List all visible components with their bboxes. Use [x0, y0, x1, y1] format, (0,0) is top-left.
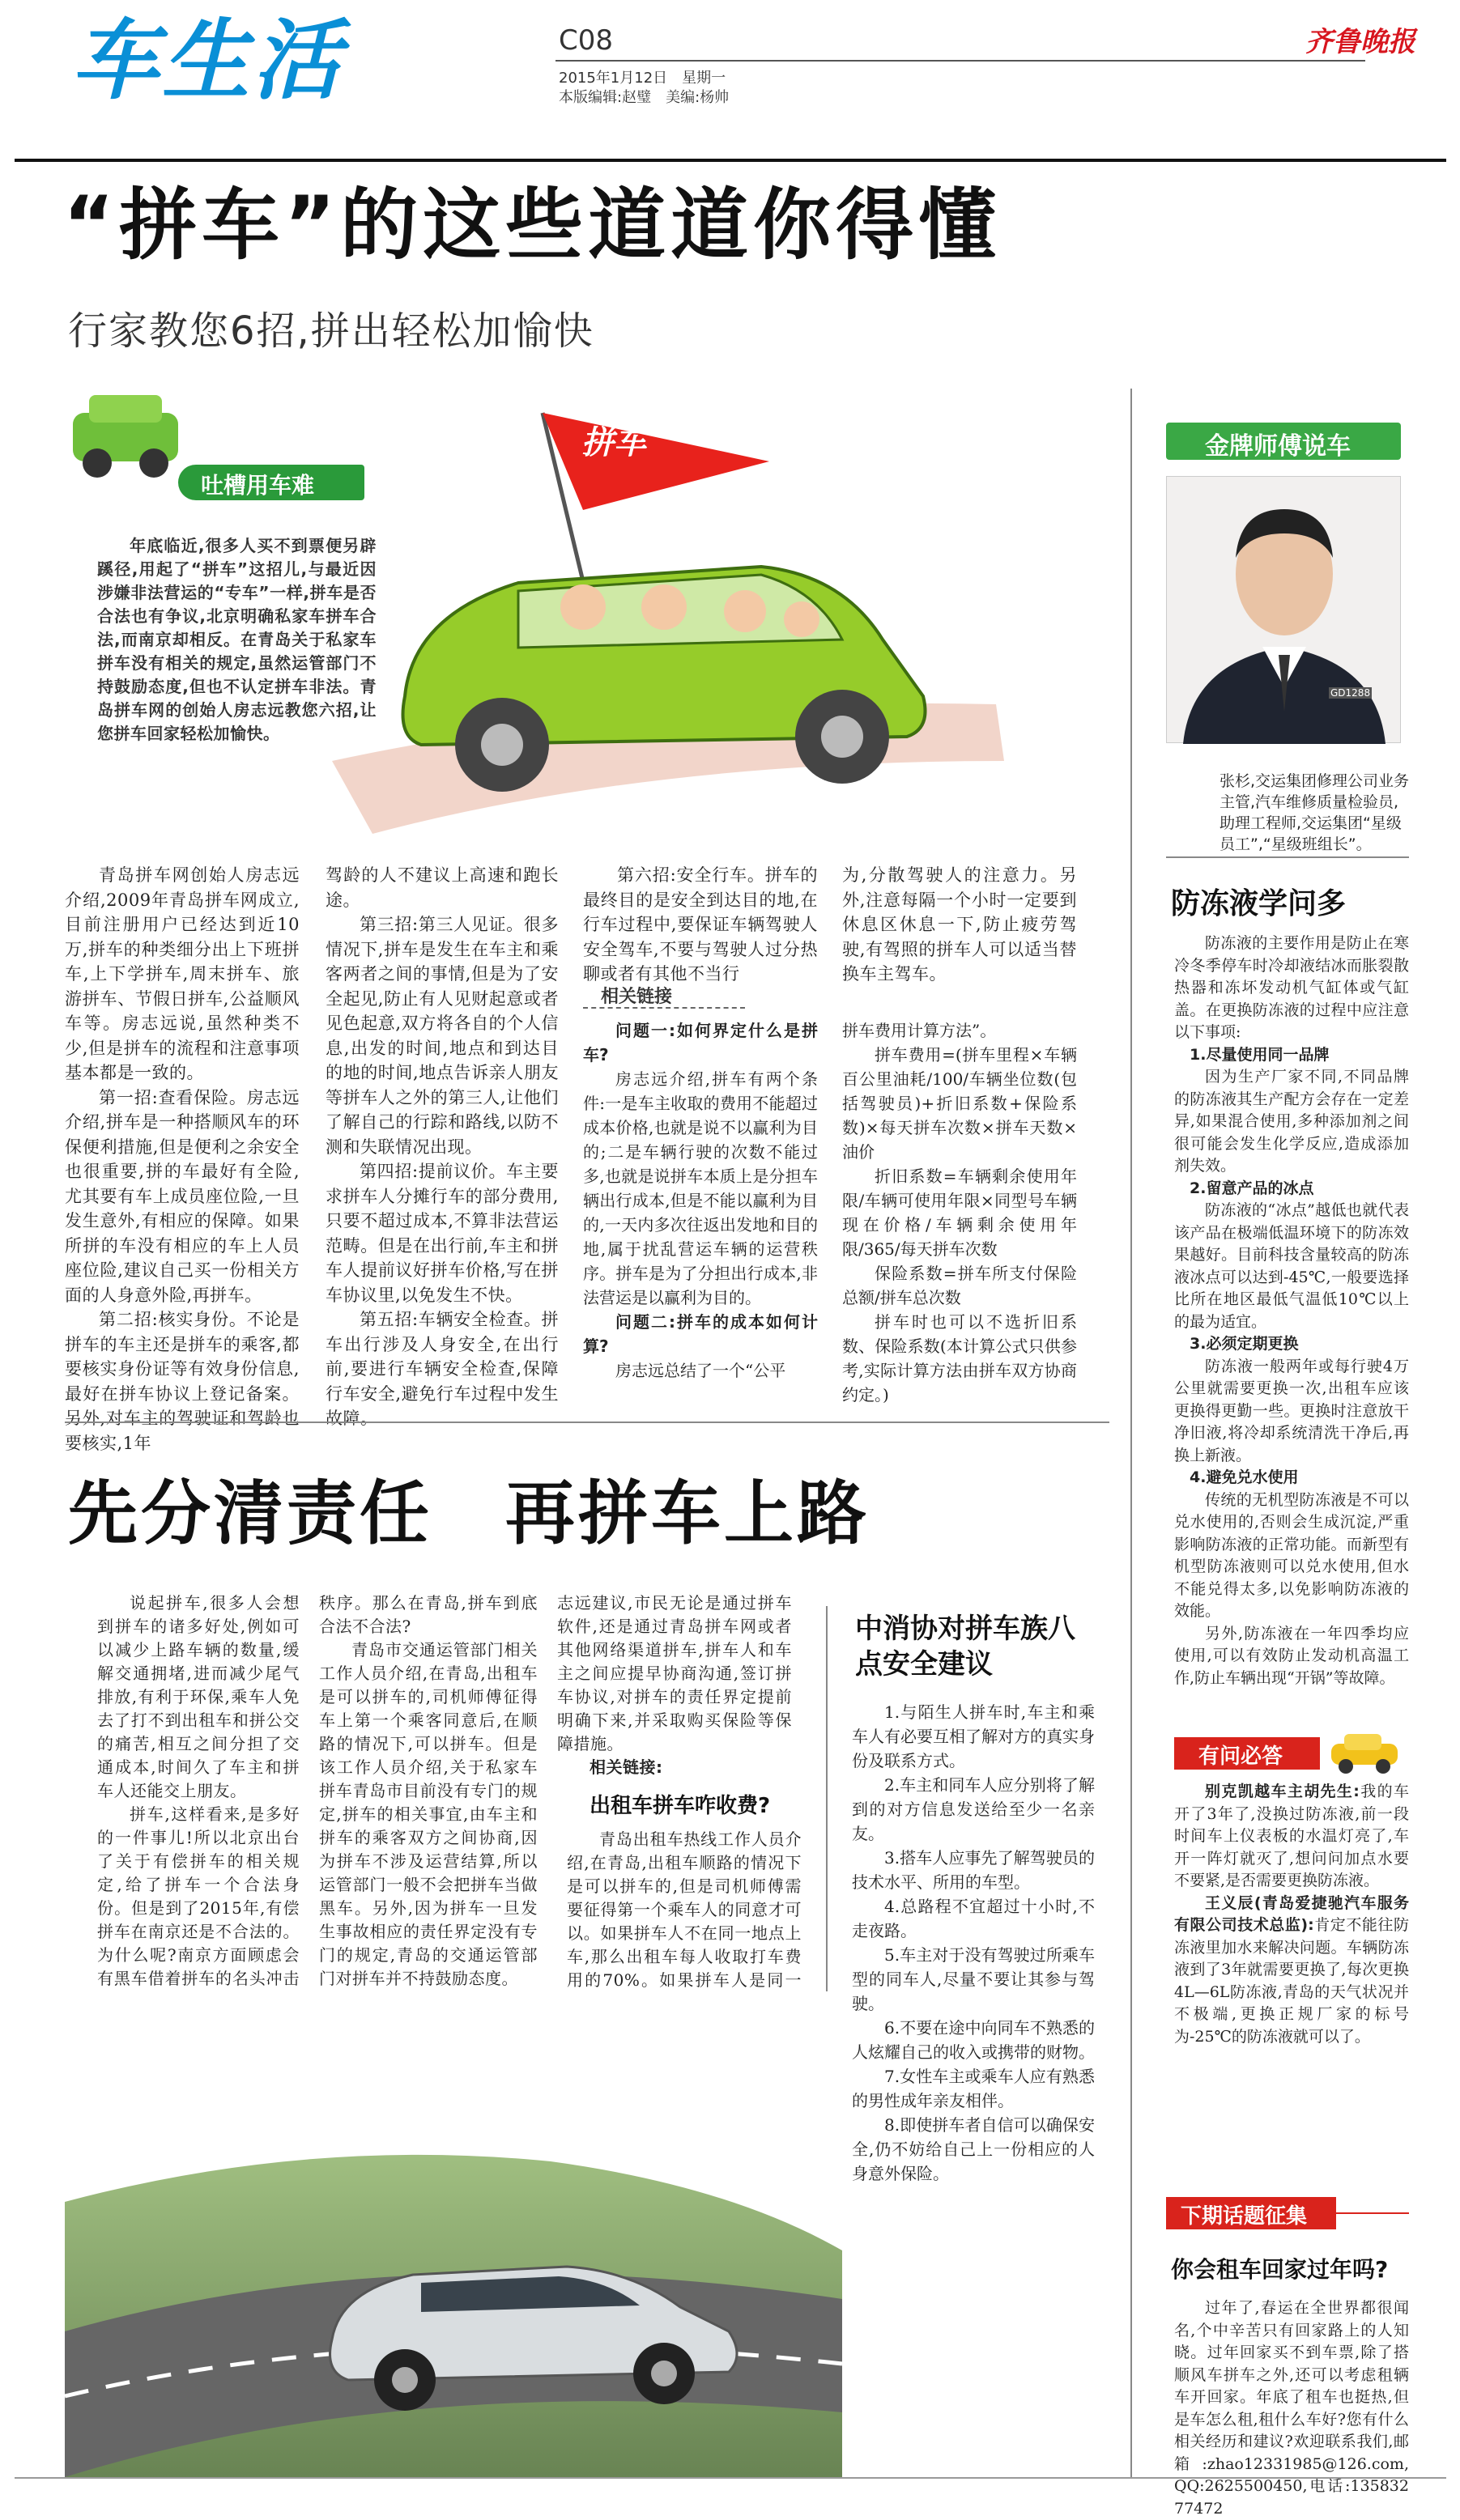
badge-complaint — [178, 465, 364, 500]
qa2 — [1174, 1893, 1409, 2049]
topic-h2: 2.留意产品的冰点 — [1190, 1179, 1314, 1197]
expert-caption-text: 张杉,交运集团修理公司业务主管,汽车维修质量检验员,助理工程师,交运集团“星级员工”,“星级班组长”。 — [1220, 772, 1410, 853]
masthead-rule — [15, 159, 1446, 162]
qa1 — [1174, 1781, 1409, 1893]
article2-headline: 先分清责任 再拼车上路 — [68, 1473, 870, 1554]
a2-c3-p1: 志远建议,市民无论是通过拼车软件,还是通过青岛拼车网或者其他网络渠道拼车,拼车人和车主之间应提早协商沟通,签订拼车协议,对拼车的责任界定提前明确下来,并采取购买保险等保障措施。 — [557, 1593, 792, 1753]
subtitle: 行家教您6招,拼出轻松加愉快 — [68, 308, 594, 354]
expert-badge-text: GD1288 — [1330, 687, 1371, 699]
paper-logo: 齐鲁晚报 — [1305, 26, 1415, 58]
qa-header — [1174, 1737, 1320, 1770]
related-q2-body: 房志远总结了一个“公平 — [615, 1361, 786, 1380]
article1-col4 — [842, 863, 1077, 987]
next-body — [1174, 2297, 1409, 2520]
taxi-body-text: 青岛出租车热线工作人员介绍,在青岛,出租车顺路的情况下是可以拼车的,但是司机师傅需要征得第一个乘车人的同意才可以。如果拼车人不在同一地点上车,那么出租车每人收取打车费用的70%。如果拼车人是同一 — [567, 1829, 802, 1990]
badge-complaint-label: 吐槽用车难 — [201, 472, 315, 499]
jeep-icon — [73, 395, 178, 478]
article2-col3 — [557, 1591, 792, 1779]
article2-col2 — [319, 1591, 538, 2014]
related-right — [842, 1018, 1077, 1407]
topic-p0: 防冻液的主要作用是防止在寒冷冬季停车时冷却液结冰而胀裂散热器和冻坏发动机气缸体或气缸盖。在更换防冻液的过程中应注意以下事项: — [1174, 934, 1409, 1041]
fire-item-1: 1.与陌生人拼车时,车主和乘车人有必要互相了解对方的真实身份及联系方式。 — [852, 1702, 1095, 1770]
fire-items — [852, 1700, 1095, 2186]
fire-item-7: 7.女性车主或乘车人应有熟悉的男性成年亲友相伴。 — [852, 2067, 1095, 2110]
qa-header-label: 有问必答 — [1198, 1744, 1283, 1769]
related-r4: 保险系数=拼车所支付保险总额/拼车总次数 — [842, 1264, 1077, 1307]
related-box-1 — [583, 981, 1085, 1402]
topic-p4: 传统的无机型防冻液是不可以兑水使用的,否则会生成沉淀,严重影响防冻液的正常功能。而新型有机型防冻液则可以兑水使用,但水不能兑得太多,以免影响防冻液的效能。 — [1174, 1490, 1409, 1620]
a2-related-label: 相关链接: — [590, 1757, 663, 1777]
a1-c2-p4: 第五招:车辆安全检查。拼车出行涉及人身安全,在出行前,要进行车辆安全检查,保障行车安全,避免行车过程中发生故障。 — [326, 1310, 559, 1428]
a1-c2-p2: 第三招:第三人见证。很多情况下,拼车是发生在车主和乘客两者之间的事情,但是为了安全起见,防止有人见财起意或者见色起意,双方将各自的个人信息,出发的时间,地点和到达目的地的时间,地点告诉亲人朋友等拼车人之外的第三人,让他们了解自己的行踪和路线,以防不测和失联情况出现。 — [326, 915, 559, 1157]
related-title-label: 相关链接 — [601, 987, 673, 1007]
intro-text: 年底临近,很多人买不到票便另辟蹊径,用起了“拼车”这招儿,与最近因涉嫌非法营运的“专车”一样,拼车是否合法也有争议,北京明确私家车拼车合法,而南京却相反。在青岛关于私家车拼车没有相关的规定,虽然运管部门不持鼓励态度,但也不认定拼车非法。青岛拼车网的创始人房志远教您六招,让您拼车回家轻松加愉快。 — [97, 536, 377, 743]
a2-c2-p1: 秩序。那么在青岛,拼车到底合法不合法? — [319, 1593, 538, 1636]
related-r5: 拼车时也可以不选折旧系数、保险系数(本计算公式只供参考,实际计算方法由拼车双方协商约定。) — [842, 1312, 1077, 1404]
next-title: 你会租车回家过年吗? — [1171, 2256, 1389, 2283]
topic-p2: 防冻液的“冰点”越低也就代表该产品在极端低温环境下的防冻效果越好。目前科技含量较高的防冻液冰点可以达到-45℃,一般要选择比所在地区最低气温低10℃以上的最为适宜。 — [1174, 1201, 1409, 1331]
taxi-title: 出租车拼车咋收费? — [590, 1794, 771, 1818]
qa2-body: 肯定不能往防冻液里加水来解决问题。车辆防冻液到了3年就需要更换了,每次更换4L—6L防冻液,青岛的天气状况并不极端,更换正规厂家的标号为-25℃的防冻液就可以了。 — [1174, 1916, 1409, 2046]
related-r2: 拼车费用=(拼车里程×车辆百公里油耗/100/车辆坐位数(包括驾驶员)+折旧系数+保险系数)×每天拼车次数×拼车天数×油价 — [842, 1045, 1077, 1162]
a2-c2-p2: 青岛市交通运管部门相关工作人员介绍,在青岛,出租车是可以拼车的,司机师傅征得车上第一个乘客同意后,在顺路的情况下,可以拼车。但是该工作人员介绍,关于私家车拼车青岛市目前没有专门的规定,拼车的相关事宜,由车主和拼车的乘客双方之间协商,因为拼车不涉及运营结算,所以运管部门一般不会把拼车当做黑车。另外,因为拼车一旦发生事故相应的责任界定没有专门的规定,青岛的交通运管部门对拼车并不持鼓励态度。 — [319, 1640, 538, 1988]
intro-paragraph — [97, 534, 377, 746]
expert-caption — [1220, 771, 1414, 855]
section-title: 车生活 — [71, 11, 344, 112]
fire-item-5: 5.车主对于没有驾驶过所乘车型的同车人,尽量不要让其参与驾驶。 — [852, 1945, 1095, 2013]
a2-c1-p1: 说起拼车,很多人会想到拼车的诸多好处,例如可以减少上路车辆的数量,缓解交通拥堵,进而减少尾气排放,有利于环保,乘车人免去了打不到出租车和拼公交的痛苦,相互之间分担了交通成本,时间久了车主和拼车人还能交上朋友。 — [97, 1593, 300, 1800]
a1-c1-p3: 第二招:核实身份。不论是拼车的车主还是拼车的乘客,都要核实身份证等有效身份信息,最好在拼车协议上登记备案。另外,对车主的驾驶证和驾龄也要核实,1年 — [65, 1310, 300, 1453]
sidebar — [1142, 405, 1433, 2518]
a1-c4-p1: 为,分散驾驶人的注意力。另外,注意每隔一个小时一定要到休息区休息一下,防止疲劳驾驶,有驾照的拼车人可以适当替换车主驾车。 — [842, 865, 1077, 984]
article1-col1 — [65, 863, 300, 1455]
fire-item-4: 4.总路程不宜超过十小时,不走夜路。 — [852, 1897, 1095, 1940]
article1-col2 — [326, 863, 559, 1431]
date-line: 2015年1月12日 星期一 — [559, 70, 726, 87]
page-number: C08 — [559, 24, 614, 57]
topic-h4: 4.避免兑水使用 — [1190, 1468, 1299, 1486]
topic-title: 防冻液学问多 — [1171, 887, 1347, 920]
expert-photo — [1166, 476, 1401, 743]
fire-item-2: 2.车主和同车人应分别将了解到的对方信息发送给至少一名亲友。 — [852, 1775, 1095, 1843]
related-q1: 问题一:如何界定什么是拼车? — [583, 1021, 818, 1065]
sidebar-caption-rule — [1166, 856, 1409, 858]
a1-c3-p1: 第六招:安全行车。拼车的最终目的是安全到达目的地,在行车过程中,要保证车辆驾驶人安全驾车,不要与驾驶人过分热聊或者有其他不当行 — [583, 865, 818, 984]
editor-line: 本版编辑:赵璧 美编:杨帅 — [559, 89, 730, 106]
topic-p5: 另外,防冻液在一年四季均应使用,可以有效防止发动机高温工作,防止车辆出现“开锅”等故障。 — [1174, 1624, 1409, 1687]
qa-car-icon — [1328, 1729, 1401, 1778]
sidebar-header-label: 金牌师傅说车 — [1205, 432, 1351, 461]
a1-c2-p3: 第四招:提前议价。车主要求拼车人分摊行车的部分费用,只要不超过成本,不算非法营运范畴。但是在出行前,车主和拼车人提前议好拼车价格,写在拼车协议里,以免发生不快。 — [326, 1162, 559, 1305]
next-header-rule — [1336, 2212, 1409, 2214]
a1-c1-p2: 第一招:查看保险。房志远介绍,拼车是一种搭顺风车的环保便利措施,但是便利之余安全也很重要,拼的车最好有全险,尤其要有车上成员座位险,一旦发生意外,有相应的保障。如果所拼的车没有相应的车上人员座位险,建议自己买一份相关方面的人身意外险,再拼车。 — [65, 1087, 300, 1305]
qa1-title: 别克凯越车主胡先生: — [1205, 1783, 1360, 1800]
a1-c2-p1: 驾龄的人不建议上高速和跑长途。 — [326, 865, 559, 910]
related-left — [583, 1018, 818, 1383]
qa1-body: 我的车开了3年了,没换过防冻液,前一段时间车上仪表板的水温灯亮了,车开一阵灯就灭了,想问问加点水要不要紧,是否需要更换防冻液。 — [1174, 1783, 1409, 1889]
related-r3: 折旧系数=车辆剩余使用年限/车辆可使用年限×同型号车辆现在价格/车辆剩余使用年限/365/每天拼车次数 — [842, 1167, 1077, 1259]
qa-body — [1174, 1781, 1409, 2048]
article2-col1 — [97, 1591, 300, 2014]
flag-label: 拼车 — [581, 423, 646, 461]
sedan-photo-illustration — [65, 1991, 842, 2477]
topic-h3: 3.必须定期更换 — [1190, 1335, 1299, 1353]
headline: “拼车”的这些道道你得懂 — [63, 180, 1002, 270]
a1-c1-p1: 青岛拼车网创始人房志远介绍,2009年青岛拼车网成立,目前注册用户已经达到近10万,拼车的种类细分出上下班拼车,上下学拼车,周末拼车、旅游拼车、节假日拼车,公益顺风车等。房志远说,虽然种类不少,但是拼车的流程和注意事项基本都是一致的。 — [65, 865, 300, 1082]
fire-item-6: 6.不要在途中向同车不熟悉的人炫耀自己的收入或携带的财物。 — [852, 2018, 1095, 2062]
bottom-rule — [15, 2477, 1446, 2479]
next-header — [1166, 2197, 1336, 2229]
article1-divider — [65, 1421, 1109, 1423]
avatar — [1167, 477, 1402, 744]
fire-title: 中消协对拼车族八点安全建议 — [855, 1613, 1075, 1681]
page-number-rule — [555, 60, 1365, 62]
masthead — [0, 0, 1460, 154]
fire-item-3: 3.搭车人应事先了解驾驶员的技术水平、所用的车型。 — [852, 1848, 1095, 1892]
qa2-title: 王义辰(青岛爱捷驰汽车服务有限公司技术总监): — [1174, 1893, 1409, 1934]
fire-item-8: 8.即使拼车者自信可以确保安全,仍不妨给自己上一份相应的人身意外保险。 — [852, 2115, 1095, 2183]
a2-c1-p2: 拼车,这样看来,是多好的一件事儿!所以北京出台了关于有偿拼车的相关规定,给了拼车一个合法身份。但是到了2015年,有偿拼车在南京还是不合法的。为什么呢?南京方面顾虑会有黑车借着拼车的名头冲击 — [97, 1804, 300, 1988]
road-car-photo — [65, 1991, 842, 2477]
topic-p1: 因为生产厂家不同,不同品牌的防冻液其生产配方会存在一定差异,如果混合使用,多种添加剂之间很可能会发生化学反应,造成添加剂失效。 — [1174, 1068, 1409, 1175]
related-q2: 问题二:拼车的成本如何计算? — [583, 1312, 818, 1356]
related-r1: 拼车费用计算方法”。 — [842, 1021, 997, 1040]
topic-h1: 1.尽量使用同一品牌 — [1190, 1045, 1330, 1064]
topic-body — [1174, 933, 1409, 1689]
next-header-label: 下期话题征集 — [1181, 2204, 1308, 2229]
related-title — [583, 981, 745, 1009]
related-q1-body: 房志远介绍,拼车有两个条件:一是车主收取的费用不能超过成本价格,也就是说不以赢利为目的;二是车辆行驶的次数不能过多,也就是说拼车本质上是分担车辆出行成本,但是不能以赢利为目的,一天内多次往返出发地和目的地,属于扰乱营运车辆的运营秩序。拼车是为了分担出行成本,非法营运是以赢利为目的。 — [583, 1069, 818, 1307]
next-body-text: 过年了,春运在全世界都很闻名,个中辛苦只有回家路上的人知晓。过年回家买不到车票,除了搭顺风车拼车之外,还可以考虑租辆车开回家。年底了租车也挺热,但是车怎么租,租什么车好?您有什么相关经历和建议?欢迎联系我们,邮箱:zhao12331985@126.com,QQ:2625500450,电话:13583277472 — [1174, 2299, 1409, 2518]
article1-col3 — [583, 863, 818, 987]
sidebar-rule — [1130, 389, 1132, 2477]
sidebar-header — [1166, 423, 1401, 460]
topic-p3: 防冻液一般两年或每行驶4万公里就需要更换一次,出租车应该更换得更勤一些。更换时注意放干净旧液,将冷却系统清洗干净后,再换上新液。 — [1174, 1357, 1409, 1464]
